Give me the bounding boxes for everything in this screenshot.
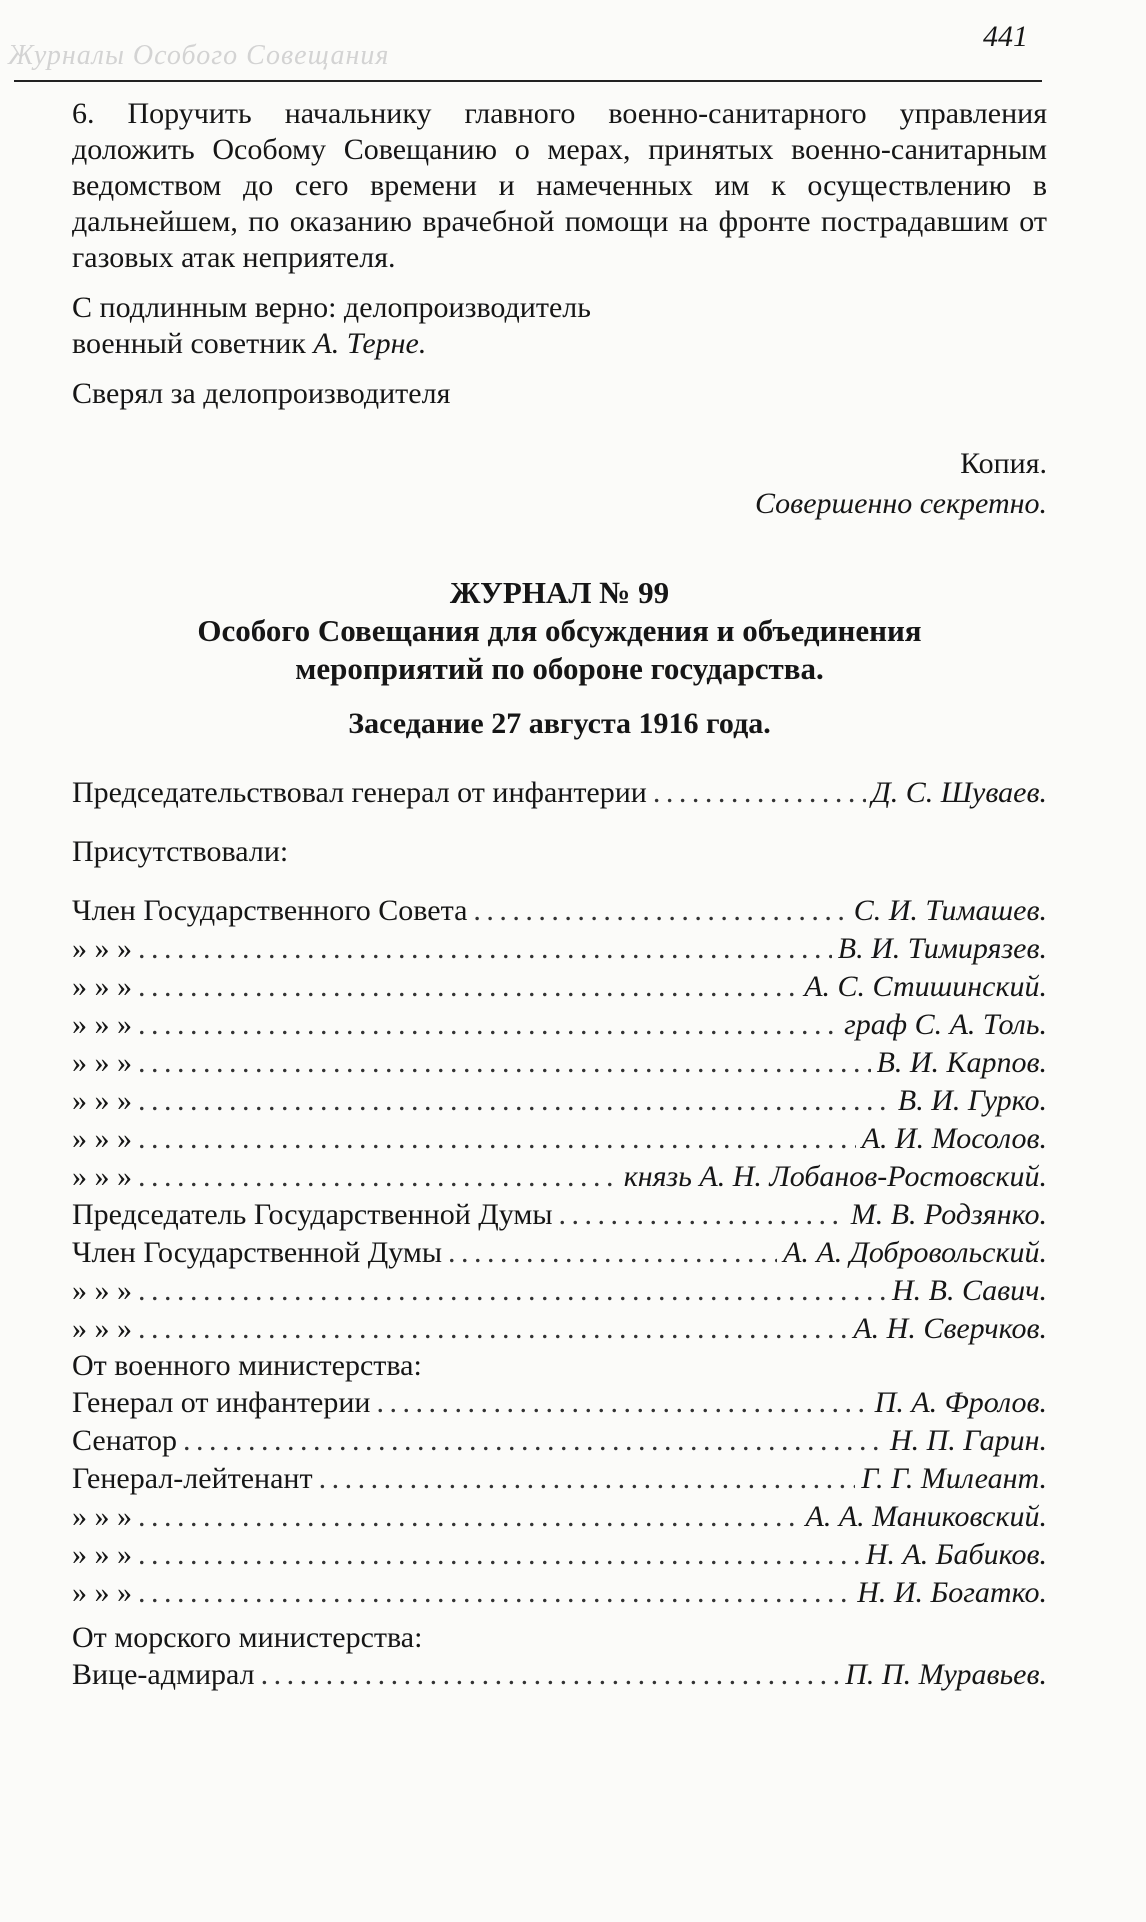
military-rank: » » » — [72, 1538, 132, 1571]
military-name: П. А. Фролов. — [874, 1386, 1047, 1419]
secret-mark: Совершенно секретно. — [754, 487, 1047, 520]
military-rank: » » » — [72, 1576, 132, 1609]
attendee-row — [72, 1006, 1047, 1044]
attendee-name: С. И. Тимашев. — [853, 894, 1047, 927]
attendee-label: Член Государственной Думы — [72, 1236, 443, 1269]
present-label: Присутствовали: — [72, 835, 289, 868]
leader-dots — [559, 1196, 845, 1234]
journal-number: ЖУРНАЛ № 99 — [449, 575, 670, 610]
leader-dots — [448, 1234, 777, 1272]
attendee-row — [72, 1196, 1047, 1234]
naval-row — [72, 1656, 1047, 1694]
leader-dots — [138, 1574, 851, 1612]
leader-dots — [138, 1310, 847, 1348]
attendee-row — [72, 930, 1047, 968]
military-row — [72, 1460, 1047, 1498]
military-row — [72, 1536, 1047, 1574]
military-row — [72, 1422, 1047, 1460]
leader-dots — [138, 1272, 886, 1310]
military-row — [72, 1384, 1047, 1422]
leader-dots — [138, 1082, 892, 1120]
military-row — [72, 1498, 1047, 1536]
naval-rank: Вице-адмирал — [72, 1658, 255, 1691]
leader-dots — [183, 1422, 884, 1460]
naval-name: П. П. Муравьев. — [845, 1658, 1047, 1691]
attendee-label: Член Государственного Совета — [72, 894, 468, 927]
session-date: Заседание 27 августа 1916 года. — [348, 707, 771, 740]
leader-dots — [319, 1460, 856, 1498]
page-content — [72, 96, 1047, 1694]
military-rank: » » » — [72, 1500, 132, 1533]
attendee-label: » » » — [72, 1046, 132, 1079]
attendee-row — [72, 1044, 1047, 1082]
attendee-label: » » » — [72, 970, 132, 1003]
attendee-name: князь А. Н. Лобанов-Ростовский. — [623, 1160, 1047, 1193]
military-rank: Генерал от инфантерии — [72, 1386, 371, 1419]
attendee-label: Председатель Государственной Думы — [72, 1198, 553, 1231]
military-label: От военного министерства: — [72, 1349, 422, 1382]
journal-title-line-2: мероприятий по обороне государства. — [295, 651, 824, 686]
attendee-row — [72, 968, 1047, 1006]
attendee-row — [72, 1158, 1047, 1196]
leader-dots — [138, 930, 832, 968]
attendee-name: А. И. Мосолов. — [861, 1122, 1047, 1155]
leader-dots — [138, 1044, 871, 1082]
signer-name: А. Терне. — [313, 327, 427, 360]
leader-dots — [261, 1656, 840, 1694]
chair-label: Председательствовал генерал от инфантерии — [72, 776, 647, 809]
naval-label: От морского министерства: — [72, 1621, 423, 1654]
leader-dots — [138, 1158, 618, 1196]
attendee-row — [72, 1310, 1047, 1348]
attendee-label: » » » — [72, 1274, 132, 1307]
chair-row — [72, 774, 1047, 812]
checked-by-line: Сверял за делопроизводителя — [72, 377, 451, 410]
attendee-label: » » » — [72, 932, 132, 965]
header-rule — [14, 80, 1042, 82]
leader-dots — [138, 1006, 838, 1044]
military-rank: Сенатор — [72, 1424, 177, 1457]
naval-list — [72, 1656, 1047, 1694]
military-name: Г. Г. Милеант. — [861, 1462, 1047, 1495]
attendee-name: В. И. Тимирязев. — [837, 932, 1047, 965]
attendee-name: граф С. А. Толь. — [844, 1008, 1047, 1041]
leader-dots — [138, 1536, 860, 1574]
military-row — [72, 1574, 1047, 1612]
leader-dots — [138, 1498, 800, 1536]
military-name: А. А. Маниковский. — [805, 1500, 1047, 1533]
journal-title-line-1: Особого Совещания для обсуждения и объединения — [197, 613, 922, 648]
leader-dots — [138, 1120, 856, 1158]
attendee-row — [72, 1120, 1047, 1158]
attendee-label: » » » — [72, 1160, 132, 1193]
leader-dots — [376, 1384, 868, 1422]
item-6-paragraph: 6. Поручить начальнику главного военно-санитарного управления доложить Особому Совещанию о мерах, принятых военно-санитарным ведомством до сего времени и намеченных им к осуществлению в дальнейшем, по оказанию врачебной помощи на фронте пострадавшим от газовых атак неприятеля. — [72, 97, 1047, 274]
military-name: Н. И. Богатко. — [857, 1576, 1047, 1609]
military-name: Н. А. Бабиков. — [865, 1538, 1047, 1571]
attendee-row — [72, 1082, 1047, 1120]
copy-mark: Копия. — [960, 447, 1047, 480]
attendee-label: » » » — [72, 1084, 132, 1117]
attendee-name: А. А. Добровольский. — [783, 1236, 1047, 1269]
military-name: Н. П. Гарин. — [889, 1424, 1047, 1457]
attendee-name: А. Н. Сверчков. — [853, 1312, 1047, 1345]
bleed-through-header: Журналы Особого Совещания — [8, 40, 390, 71]
attestation-signer — [72, 326, 1047, 362]
attestation-line: С подлинным верно: делопроизводитель — [72, 291, 591, 324]
attendee-label: » » » — [72, 1122, 132, 1155]
page-number: 441 — [983, 20, 1028, 53]
attendee-name: В. И. Гурко. — [897, 1084, 1047, 1117]
leader-dots — [653, 774, 866, 812]
attendee-row — [72, 892, 1047, 930]
attendee-label: » » » — [72, 1312, 132, 1345]
attendee-name: М. В. Родзянко. — [850, 1198, 1047, 1231]
chair-name: Д. С. Шуваев. — [871, 776, 1047, 809]
attendee-name: А. С. Стишинский. — [804, 970, 1047, 1003]
attendee-row — [72, 1272, 1047, 1310]
military-list — [72, 1384, 1047, 1612]
leader-dots — [138, 968, 798, 1006]
attendees-list — [72, 892, 1047, 1348]
military-rank: Генерал-лейтенант — [72, 1462, 313, 1495]
leader-dots — [473, 892, 847, 930]
attendee-name: В. И. Карпов. — [876, 1046, 1047, 1079]
attendee-label: » » » — [72, 1008, 132, 1041]
attendee-name: Н. В. Савич. — [891, 1274, 1047, 1307]
attendee-row — [72, 1234, 1047, 1272]
signer-title: военный советник — [72, 327, 314, 360]
